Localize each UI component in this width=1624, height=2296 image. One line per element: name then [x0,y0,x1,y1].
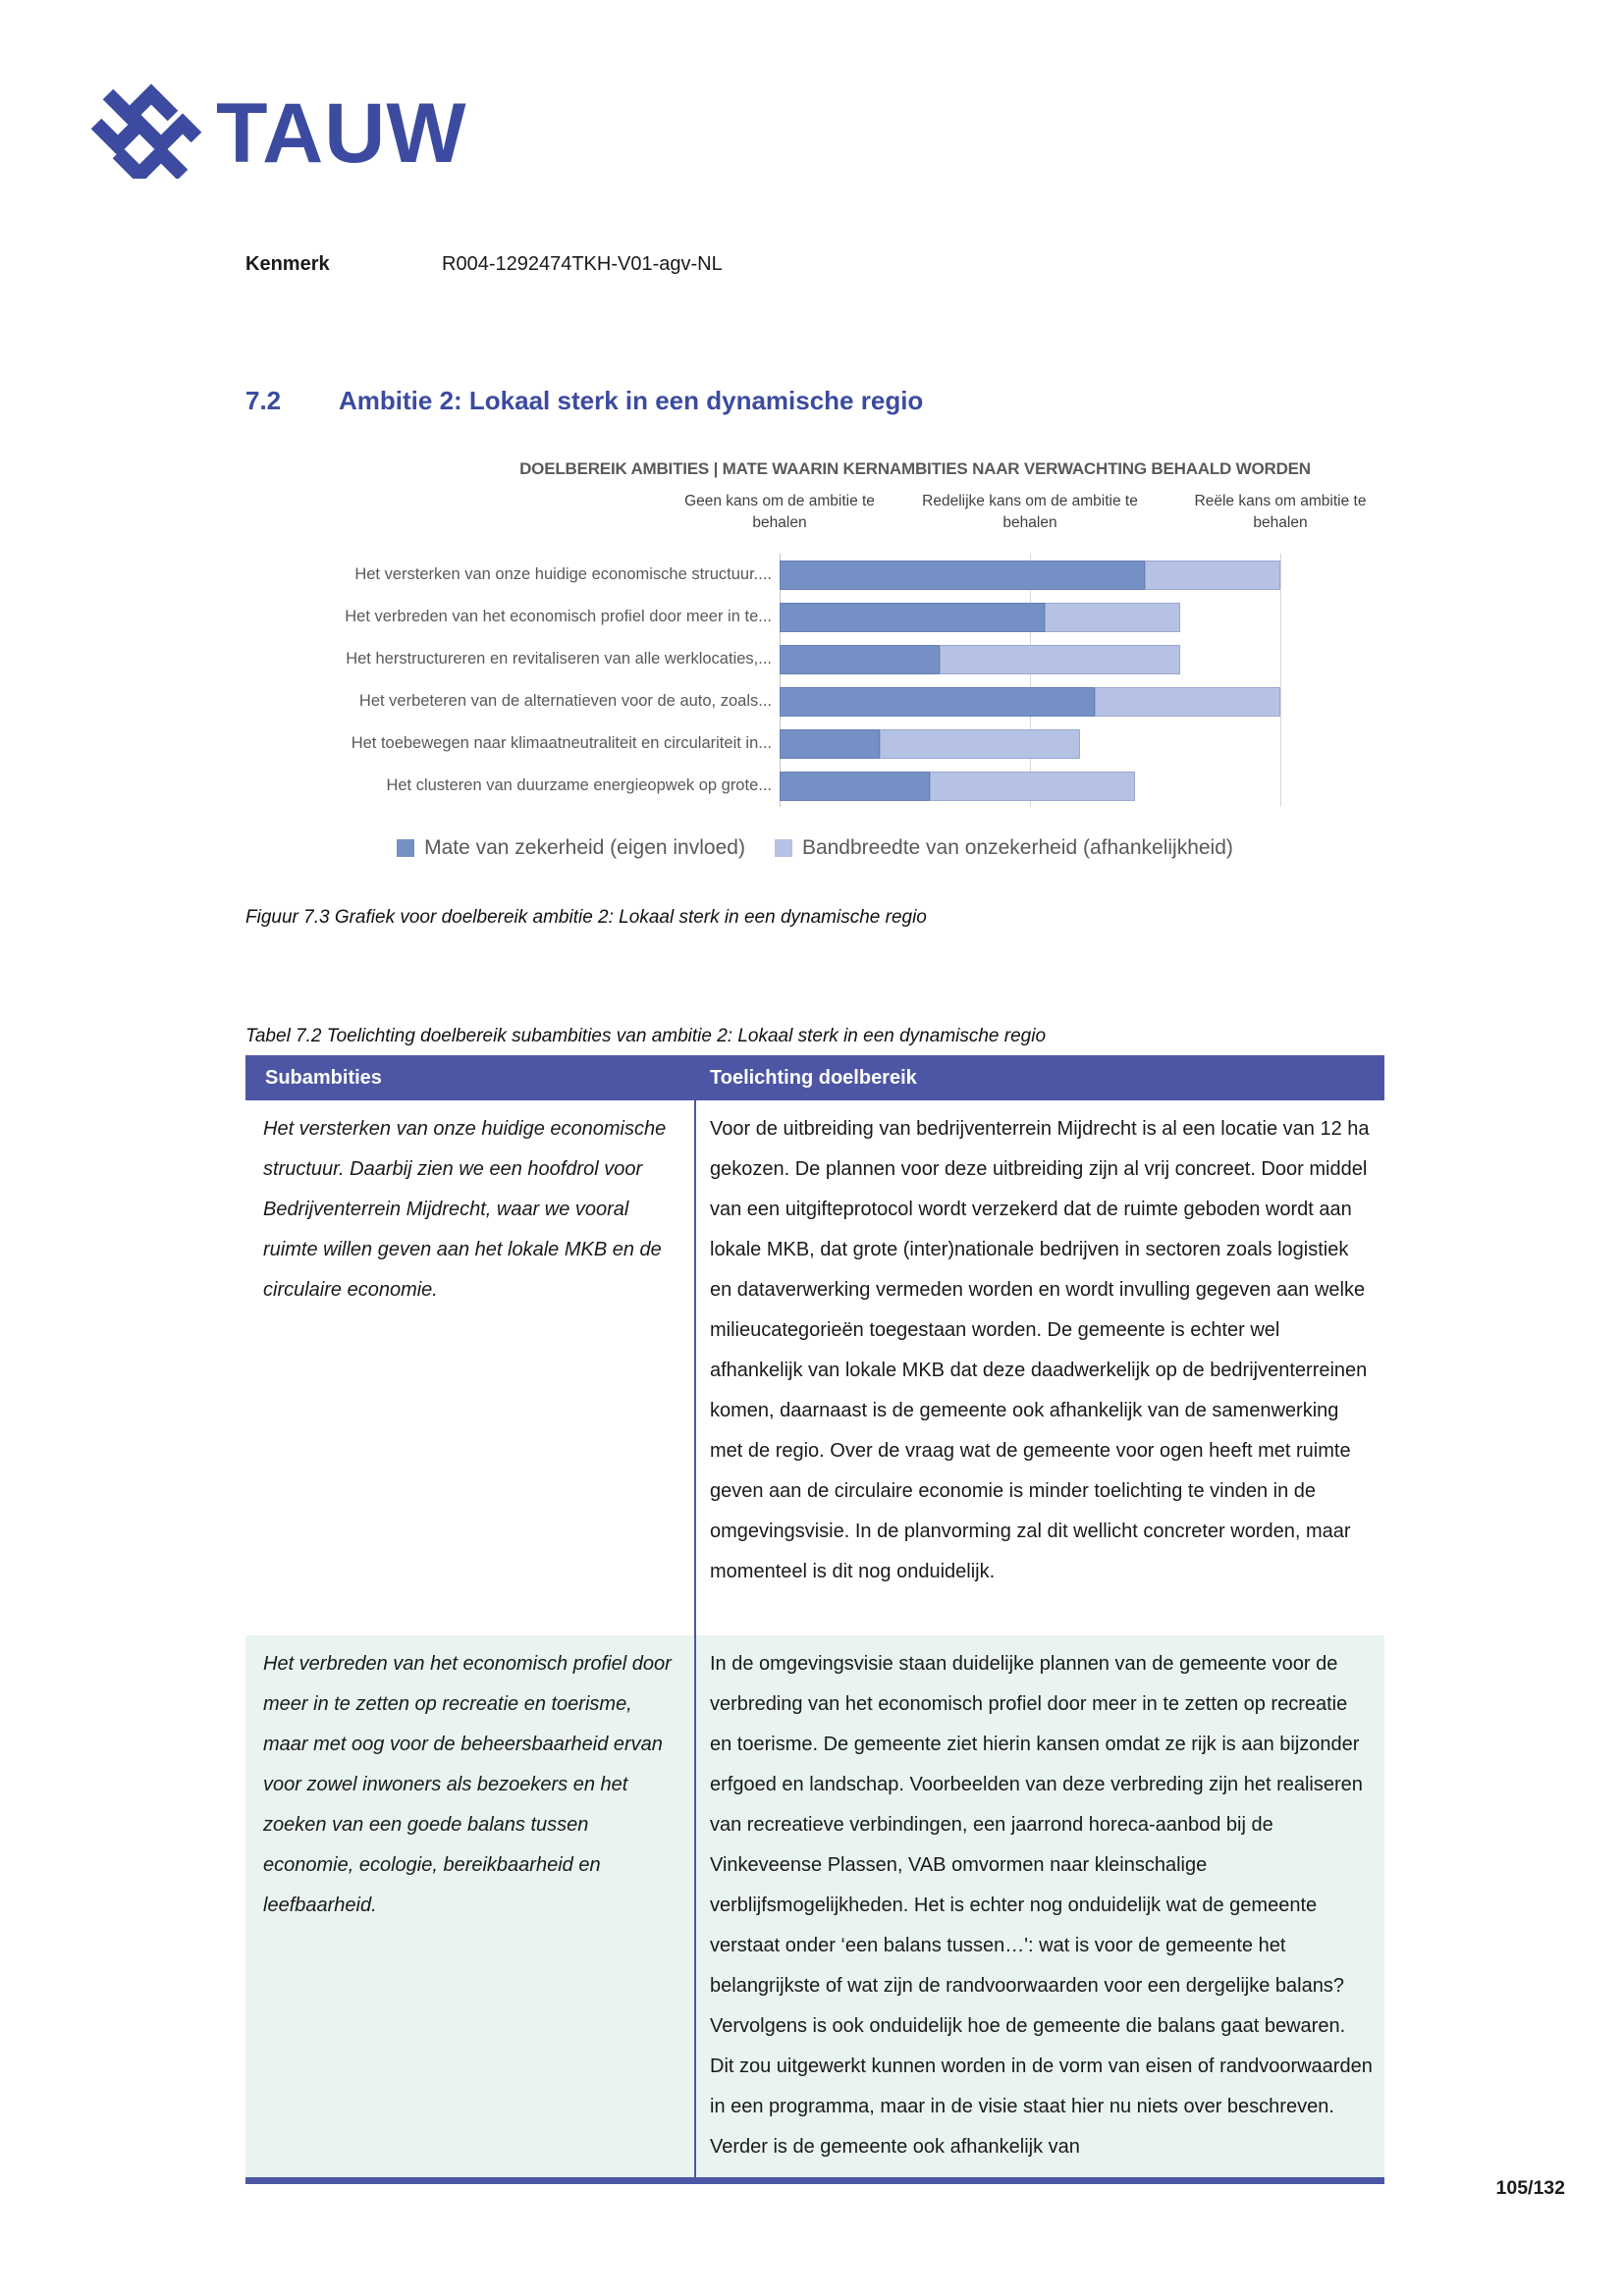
bar-segment-zekerheid [780,645,940,674]
kenmerk-label: Kenmerk [245,253,330,275]
chart-bar-row [245,638,1384,680]
bar-track [780,772,1280,801]
bar-category-label: Het verbreden van het economisch profiel door meer in te... [345,608,772,625]
bar-track [780,603,1280,632]
bar-category-label: Het toebewegen naar klimaatneutraliteit en circulariteit in... [351,734,772,752]
kenmerk-value: R004-1292474TKH-V01-agv-NL [442,253,723,275]
cell-subambitie-2: Het verbreden van het economisch profiel door meer in te zetten op recreatie en toerisme, maar met oog voor de beheersbaarheid ervan voor zowel inwoners als bezoekers en het zoeken van een goede balans tussen economie, ecologie, bereikbaarheid en leefbaarheid. [263,1653,672,1916]
bar-category-label: Het versterken van onze huidige economische structuur.... [354,565,772,583]
bar-segment-bandbreedte [880,729,1080,759]
legend-label-bandbreedte: Bandbreedte van onzekerheid (afhankelijkheid) [801,836,1233,859]
bar-segment-bandbreedte [940,645,1180,674]
legend-label-zekerheid: Mate van zekerheid (eigen invloed) [424,836,745,859]
table-row [245,1635,1384,2177]
bar-segment-bandbreedte [930,772,1135,801]
page-number: 105/132 [1495,2177,1565,2199]
table-header-subambities: Subambities [265,1066,382,1089]
bar-segment-zekerheid [780,772,930,801]
figure-caption: Figuur 7.3 Grafiek voor doelbereik ambitie 2: Lokaal sterk in een dynamische regio [245,907,927,928]
section-title: Ambitie 2: Lokaal sterk in een dynamische regio [339,386,924,415]
cell-subambitie-1: Het versterken van onze huidige economische structuur. Daarbij zien we een hoofdrol voor Bedrijventerrein Mijdrecht, waar we vooral ruimte willen geven aan het lokale MKB en de circulaire economie. [263,1118,667,1301]
table-bottom-border [245,2177,1384,2184]
logo-wordmark: TAUW [216,85,467,181]
table-row [245,1100,1384,1635]
bar-segment-zekerheid [780,687,1095,717]
table-caption: Tabel 7.2 Toelichting doelbereik subambities van ambitie 2: Lokaal sterk in een dynamische regio [245,1026,1047,1046]
toelichting-table [245,1055,1384,2184]
chart-title: DOELBEREIK AMBITIES | MATE WAARIN KERNAMBITIES NAAR VERWACHTING BEHAALD WORDEN [519,459,1311,478]
bar-segment-bandbreedte [1145,561,1280,590]
legend-item-zekerheid [397,836,745,860]
bar-segment-zekerheid [780,561,1145,590]
bar-segment-zekerheid [780,729,880,759]
table-header-toelichting: Toelichting doelbereik [710,1066,917,1089]
kenmerk-row [245,253,723,276]
bar-track [780,729,1280,759]
legend-swatch-zekerheid-icon [397,839,414,857]
cell-toelichting-1: Voor de uitbreiding van bedrijventerrein Mijdrecht is al een locatie van 12 ha gekozen. De plannen voor deze uitbreiding zijn al vrij concreet. Door middel van een uitgifteprotocol wordt verzekerd dat de ruimte geboden wordt aan lokale MKB, dat grote (inter)nationale bedrijven in sectoren zoals logistiek en dataverwerking vermeden worden en wordt invulling gegeven aan welke milieucategorieën toegestaan worden. De gemeente is echter wel afhankelijk van lokale MKB dat deze daadwerkelijk op de bedrijventerreinen komen, daarnaast is de gemeente ook afhankelijk van de samenwerking met de regio. Over de vraag wat de gemeente voor ogen heeft met ruimte geven aan de circulaire economie is minder toelichting te vinden in de omgevingsvisie. In de planvorming zal dit wellicht concreter worden, maar momenteel is dit nog onduidelijk. [694,1100,1384,1635]
tauw-logo [88,82,467,184]
chart-axis-headers [684,491,1367,544]
chart-bar-row [245,722,1384,765]
doelbereik-chart [245,459,1384,860]
chart-bar-row [245,680,1384,722]
cell-toelichting-2: In de omgevingsvisie staan duidelijke plannen van de gemeente voor de verbreding van het economisch profiel door meer in te zetten op recreatie en toerisme. De gemeente ziet hierin kansen omdat ze rijk is aan bijzonder erfgoed en landschap. Voorbeelden van deze verbreding zijn het realiseren van recreatieve verbindingen, een jaarrond horeca-aanbod bij de Vinkeveense Plassen, VAB omvormen naar kleinschalige verblijfsmogelijkheden. Het is echter nog onduidelijk wat de gemeente verstaat onder ‘een balans tussen…': wat is voor de gemeente het belangrijkste of wat zijn de randvoorwaarden voor een dergelijke balans? Vervolgens is ook onduidelijk hoe de gemeente die balans gaat bewaren. Dit zou uitgewerkt kunnen worden in de vorm van eisen of randvoorwaarden in een programma, maar in de visie staat hier nu niets over beschreven. Verder is de gemeente ook afhankelijk van [694,1635,1384,2177]
table-header-row [245,1055,1384,1100]
bar-segment-bandbreedte [1045,603,1180,632]
chart-bar-row [245,596,1384,638]
bar-track [780,687,1280,717]
bar-category-label: Het clusteren van duurzame energieopwek op grote... [386,776,772,794]
axis-label-redelijke-kans: Redelijke kans om de ambitie te behalen [922,493,1138,531]
chart-bar-row [245,554,1384,596]
legend-swatch-bandbreedte-icon [775,839,792,857]
section-number: 7.2 [245,386,282,415]
bar-segment-bandbreedte [1095,687,1280,717]
bar-track [780,645,1280,674]
chart-legend [245,836,1384,860]
section-heading [245,386,923,416]
bar-track [780,561,1280,590]
bar-segment-zekerheid [780,603,1045,632]
bar-category-label: Het verbeteren van de alternatieven voor de auto, zoals... [358,692,772,710]
axis-label-geen-kans: Geen kans om de ambitie te behalen [684,493,875,531]
axis-label-reele-kans: Reële kans om ambitie te behalen [1194,493,1367,531]
legend-item-bandbreedte [775,836,1233,860]
chart-rows [245,554,1384,807]
chart-bar-row [245,765,1384,807]
bar-category-label: Het herstructureren en revitaliseren van alle werklocaties,... [346,650,772,667]
tauw-wave-icon [88,82,204,184]
